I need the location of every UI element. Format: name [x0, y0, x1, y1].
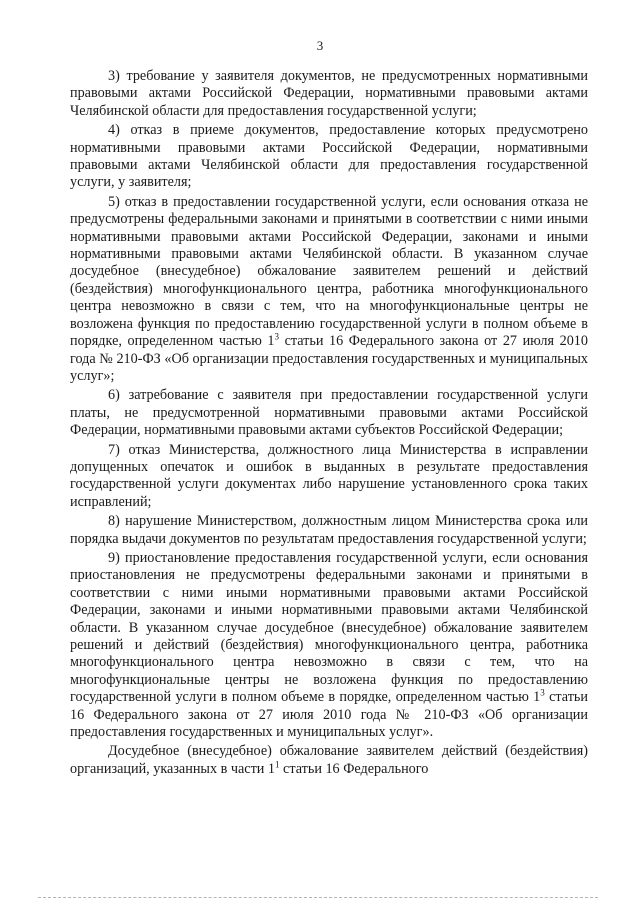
superscript-number: 3 [274, 331, 279, 342]
paragraph-item-6: 6) затребование с заявителя при предоставлении государственной услуги платы, не предусмотренной нормативными правовыми актами Российской Федерации, нормативными правовыми актами субъектов Российской Федерации; [70, 387, 588, 439]
paragraph-appeal-organizations [70, 743, 588, 778]
scan-edge-divider [38, 897, 598, 899]
paragraph-text: статьи 16 Федерального [279, 760, 429, 777]
document-body [70, 68, 588, 780]
paragraph-item-9 [70, 550, 588, 741]
paragraph-item-4: 4) отказ в приеме документов, предоставление которых предусмотрено нормативными правовыми актами Российской Федерации, нормативными правовыми актами Челябинской области для предоставления государственной услуги, у заявителя; [70, 122, 588, 191]
paragraph-item-8: 8) нарушение Министерством, должностным лицом Министерства срока или порядка выдачи документов по результатам предоставления государственной услуги; [70, 513, 588, 547]
paragraph-text: 9) приостановление предоставления государственной услуги, если основания приостановления не предусмотрены федеральными законами и принятыми в соответствии с ними иными нормативными правовыми актами Российской Федерации, законами и иными нормативными правовыми актами Челябинской области. В указанном случае досудебное (внесудебное) обжалование заявителем решений и действий (бездействия) многофункционального центра, работника многофункционального центра невозможно в связи с тем, что на многофункциональные центры не возложена функция по предоставлению государственной услуги в полном объеме в порядке, определенном частью 1 [70, 549, 588, 706]
paragraph-text: 5) отказ в предоставлении государственной услуги, если основания отказа не предусмотрены федеральными законами и принятыми в соответствии с ними иными нормативными правовыми актами Российской Федерации, законами и иными нормативными правовыми актами Челябинской области. В указанном случае досудебное (внесудебное) обжалование заявителем решений и действий (бездействия) многофункционального центра, работника многофункционального центра невозможно в связи с тем, что на многофункциональные центры не возложена функция по предоставлению государственной услуги в полном объеме в порядке, определенном частью 1 [70, 193, 588, 350]
paragraph-text: статьи 16 Федерального закона от 27 июля 2010 года № 210-ФЗ «Об организации предоставления государственных и муниципальных услуг»; [70, 333, 588, 384]
superscript-number: 3 [540, 687, 545, 698]
paragraph-text: статьи 16 Федерального закона от 27 июля 2010 года № 210-ФЗ «Об организации предоставления государственных и муниципальных услуг». [70, 689, 588, 741]
paragraph-item-5 [70, 194, 588, 385]
paragraph-item-3: 3) требование у заявителя документов, не предусмотренных нормативными правовыми актами Российской Федерации, нормативными правовыми актами Челябинской области для предоставления государственной услуги; [70, 68, 588, 119]
paragraph-text: Досудебное (внесудебное) обжалование заявителем действий (бездействия) организаций, указанных в части 1 [70, 743, 588, 777]
superscript-number: 1 [275, 759, 280, 770]
page-number: 3 [316, 38, 324, 53]
paragraph-item-7: 7) отказ Министерства, должностного лица Министерства в исправлении допущенных опечаток и ошибок в выданных в результате предоставления государственной услуги документах либо нарушение установленного срока таких исправлений; [70, 441, 588, 510]
